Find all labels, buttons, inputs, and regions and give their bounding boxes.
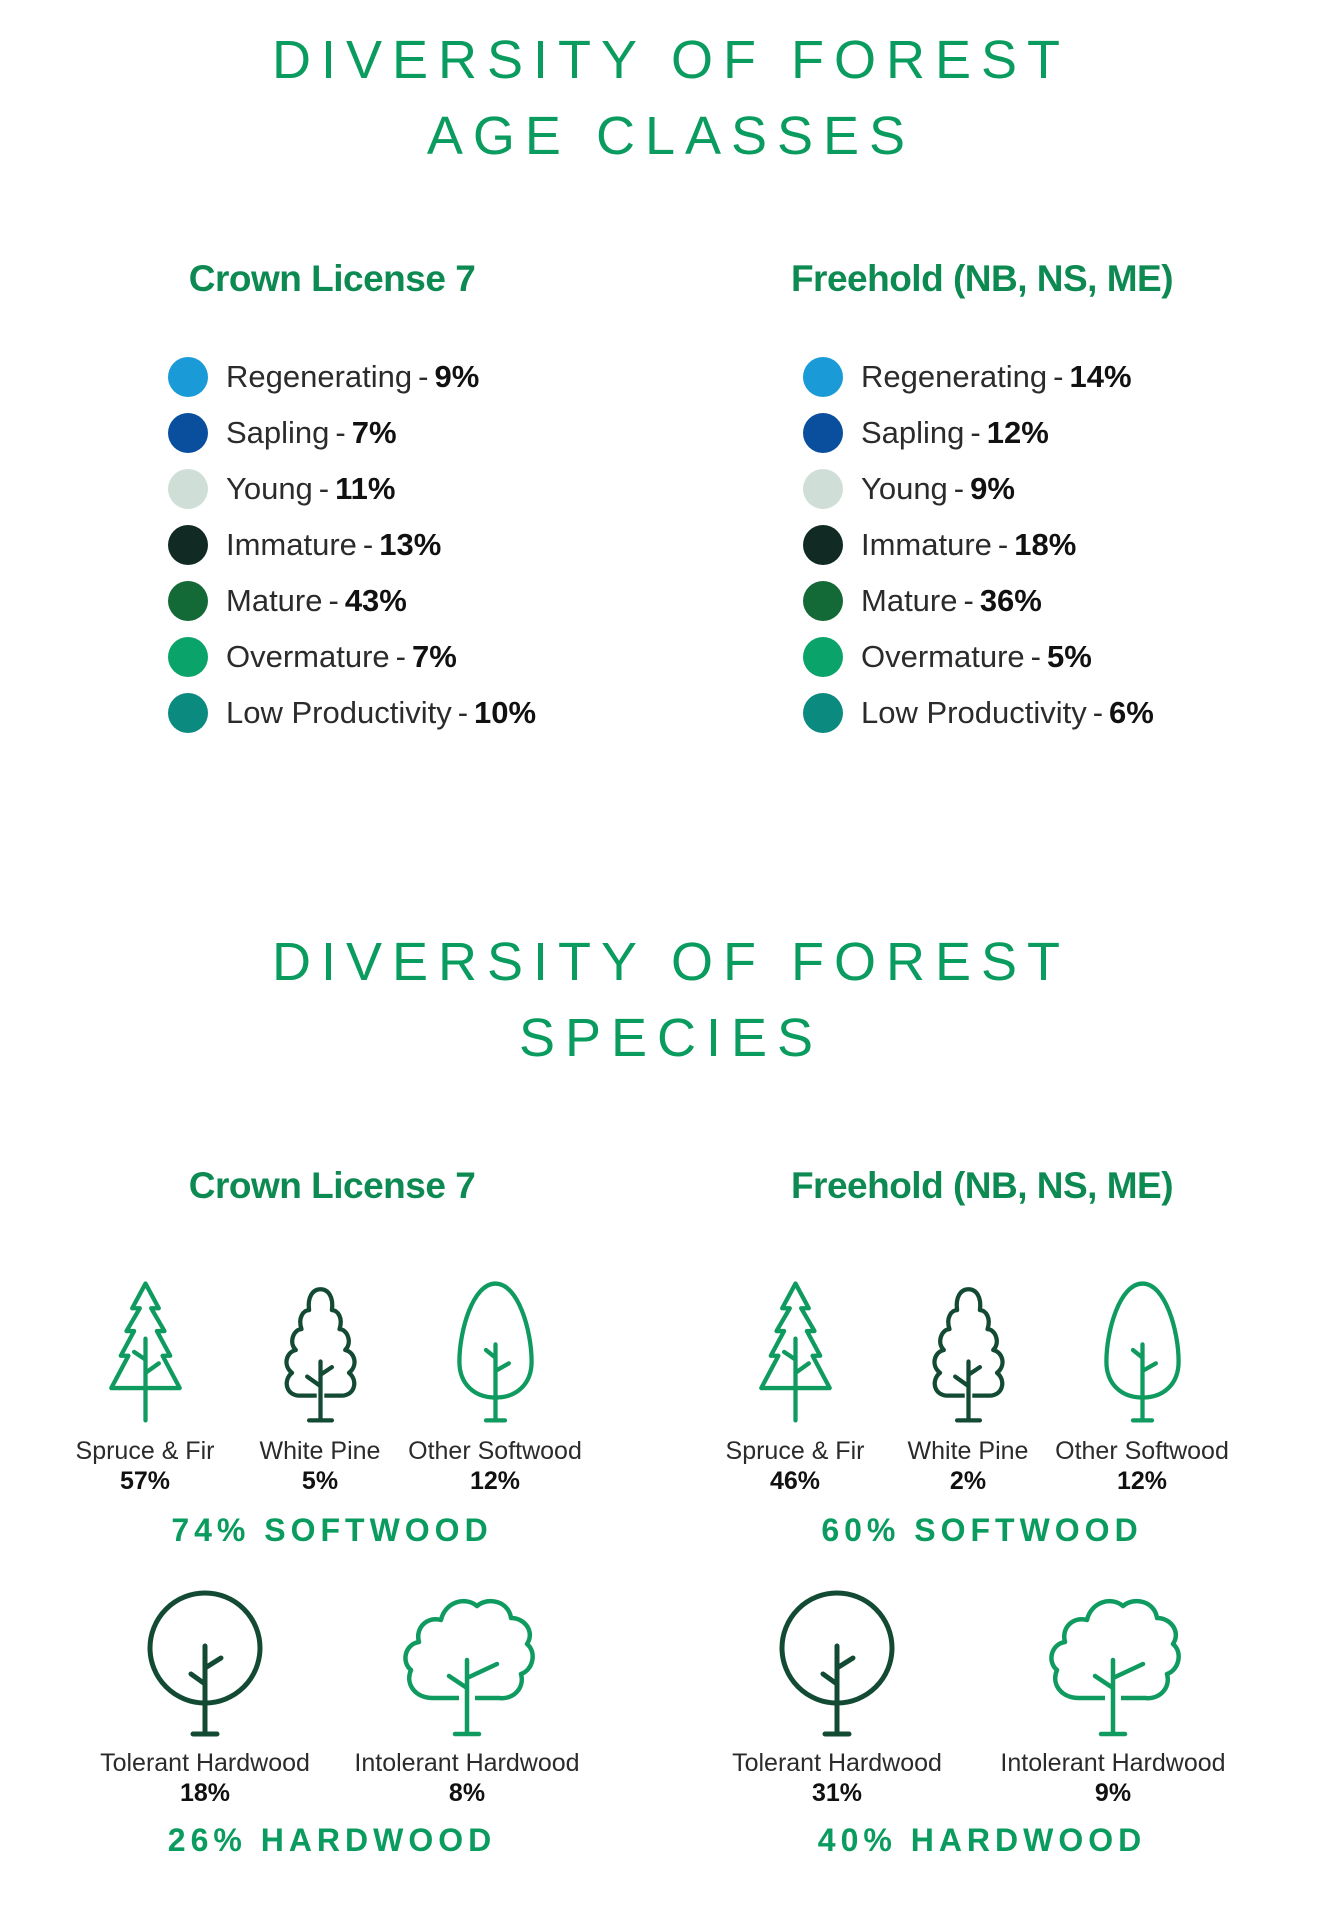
legend-label: Young: [226, 471, 313, 506]
species-section-title-line1: DIVERSITY OF FOREST: [271, 932, 1071, 992]
round-tree-icon: [145, 1588, 265, 1738]
tree-label: White Pine: [259, 1437, 381, 1465]
tree-value: 46%: [769, 1467, 821, 1495]
tree-value: 31%: [811, 1779, 863, 1807]
legend-value: 9%: [434, 359, 480, 394]
tree-item-other-softwood-crown: [405, 1278, 585, 1496]
legend-label: Immature: [861, 527, 992, 562]
tree-label: Spruce & Fir: [75, 1437, 215, 1465]
immature-swatch: [168, 525, 208, 565]
legend-item-low-productivity: Low Productivity - 10%: [168, 685, 536, 741]
legend-label: Young: [861, 471, 948, 506]
tree-value: 9%: [1094, 1779, 1132, 1807]
tree-value: 18%: [179, 1779, 231, 1807]
tree-item-other-softwood-freehold: [1052, 1278, 1232, 1496]
spruce-tree-icon: [748, 1278, 843, 1424]
legend-label: Sapling: [226, 415, 330, 450]
legend-label: Regenerating: [226, 359, 413, 394]
young-swatch: [168, 469, 208, 509]
species-col-heading-freehold: Freehold (NB, NS, ME): [790, 1165, 1174, 1206]
spruce-tree-icon: [98, 1278, 193, 1424]
legend-label: Mature: [861, 583, 958, 618]
mature-swatch: [168, 581, 208, 621]
tree-value: 2%: [949, 1467, 987, 1495]
legend-label: Mature: [226, 583, 323, 618]
legend-value: 7%: [351, 415, 397, 450]
tree-label: Spruce & Fir: [725, 1437, 865, 1465]
legend-item-immature: Immature - 13%: [168, 517, 536, 573]
legend-item-mature: Mature - 43%: [168, 573, 536, 629]
tree-label: Other Softwood: [408, 1437, 582, 1465]
young-swatch: [803, 469, 843, 509]
legend-value: 18%: [1014, 527, 1077, 562]
tree-item-spruce-fir-freehold: [720, 1278, 870, 1496]
age-col-heading-freehold: Freehold (NB, NS, ME): [790, 258, 1174, 299]
legend-item-overmature: Overmature - 7%: [168, 629, 536, 685]
species-col-heading-crown: Crown License 7: [188, 1165, 476, 1206]
legend-item-sapling: Sapling - 7%: [168, 405, 536, 461]
tree-item-tolerant-hardwood-crown: [90, 1588, 320, 1808]
hardwood-total-freehold: 40% HARDWOOD: [817, 1822, 1147, 1858]
legend-value: 6%: [1109, 695, 1154, 730]
legend-label: Low Productivity: [226, 695, 452, 730]
legend-value: 12%: [986, 415, 1049, 450]
tree-value: 5%: [301, 1467, 339, 1495]
age-legend-freehold: [803, 349, 1154, 741]
legend-label: Overmature: [226, 639, 390, 674]
legend-label: Sapling: [861, 415, 965, 450]
species-section-title-line2: SPECIES: [518, 1008, 824, 1068]
tree-item-intolerant-hardwood-freehold: [993, 1588, 1233, 1808]
regenerating-swatch: [168, 357, 208, 397]
age-section-title-line2: AGE CLASSES: [426, 106, 916, 166]
softwood-total-freehold: 60% SOFTWOOD: [821, 1512, 1143, 1548]
legend-item-regenerating: Regenerating - 9%: [168, 349, 536, 405]
age-section-title-line1: DIVERSITY OF FOREST: [271, 30, 1071, 90]
tree-item-white-pine-crown: [245, 1278, 395, 1496]
bushy-tree-icon: [1043, 1588, 1183, 1738]
legend-label: Low Productivity: [861, 695, 1087, 730]
age-col-heading-crown: Crown License 7: [188, 258, 476, 299]
legend-item-young: Young - 11%: [168, 461, 536, 517]
legend-value: 43%: [344, 583, 407, 618]
tree-label: Other Softwood: [1055, 1437, 1229, 1465]
softwood-total-crown: 74% SOFTWOOD: [171, 1512, 493, 1548]
legend-value: 5%: [1047, 639, 1092, 674]
overmature-swatch: [803, 637, 843, 677]
bushy-tree-icon: [397, 1588, 537, 1738]
low-productivity-swatch: [168, 693, 208, 733]
white-pine-tree-icon: [273, 1278, 368, 1424]
legend-item-mature: Mature - 36%: [803, 573, 1154, 629]
tree-value: 8%: [448, 1779, 486, 1807]
tree-item-white-pine-freehold: [893, 1278, 1043, 1496]
mature-swatch: [803, 581, 843, 621]
legend-item-sapling: Sapling - 12%: [803, 405, 1154, 461]
low-productivity-swatch: [803, 693, 843, 733]
legend-value: 13%: [379, 527, 442, 562]
tree-value: 12%: [1116, 1467, 1168, 1495]
sapling-swatch: [803, 413, 843, 453]
white-pine-tree-icon: [921, 1278, 1016, 1424]
tree-item-spruce-fir-crown: [70, 1278, 220, 1496]
legend-value: 36%: [979, 583, 1042, 618]
legend-item-regenerating: Regenerating - 14%: [803, 349, 1154, 405]
tree-label: Tolerant Hardwood: [732, 1749, 942, 1777]
immature-swatch: [803, 525, 843, 565]
tree-label: Intolerant Hardwood: [1000, 1749, 1226, 1777]
legend-item-immature: Immature - 18%: [803, 517, 1154, 573]
other-softwood-tree-icon: [448, 1278, 543, 1424]
legend-label: Regenerating: [861, 359, 1048, 394]
sapling-swatch: [168, 413, 208, 453]
tree-label: Tolerant Hardwood: [100, 1749, 310, 1777]
hardwood-total-crown: 26% HARDWOOD: [167, 1822, 497, 1858]
tree-label: White Pine: [907, 1437, 1029, 1465]
tree-label: Intolerant Hardwood: [354, 1749, 580, 1777]
legend-item-young: Young - 9%: [803, 461, 1154, 517]
legend-label: Overmature: [861, 639, 1025, 674]
other-softwood-tree-icon: [1095, 1278, 1190, 1424]
legend-value: 9%: [970, 471, 1015, 506]
tree-value: 57%: [119, 1467, 171, 1495]
legend-value: 14%: [1069, 359, 1132, 394]
legend-value: 10%: [474, 695, 537, 730]
regenerating-swatch: [803, 357, 843, 397]
legend-item-low-productivity: Low Productivity - 6%: [803, 685, 1154, 741]
legend-label: Immature: [226, 527, 357, 562]
round-tree-icon: [777, 1588, 897, 1738]
tree-item-intolerant-hardwood-crown: [347, 1588, 587, 1808]
age-legend-crown: [168, 349, 536, 741]
tree-value: 12%: [469, 1467, 521, 1495]
overmature-swatch: [168, 637, 208, 677]
tree-item-tolerant-hardwood-freehold: [722, 1588, 952, 1808]
legend-value: 11%: [335, 471, 396, 506]
legend-item-overmature: Overmature - 5%: [803, 629, 1154, 685]
legend-value: 7%: [412, 639, 457, 674]
